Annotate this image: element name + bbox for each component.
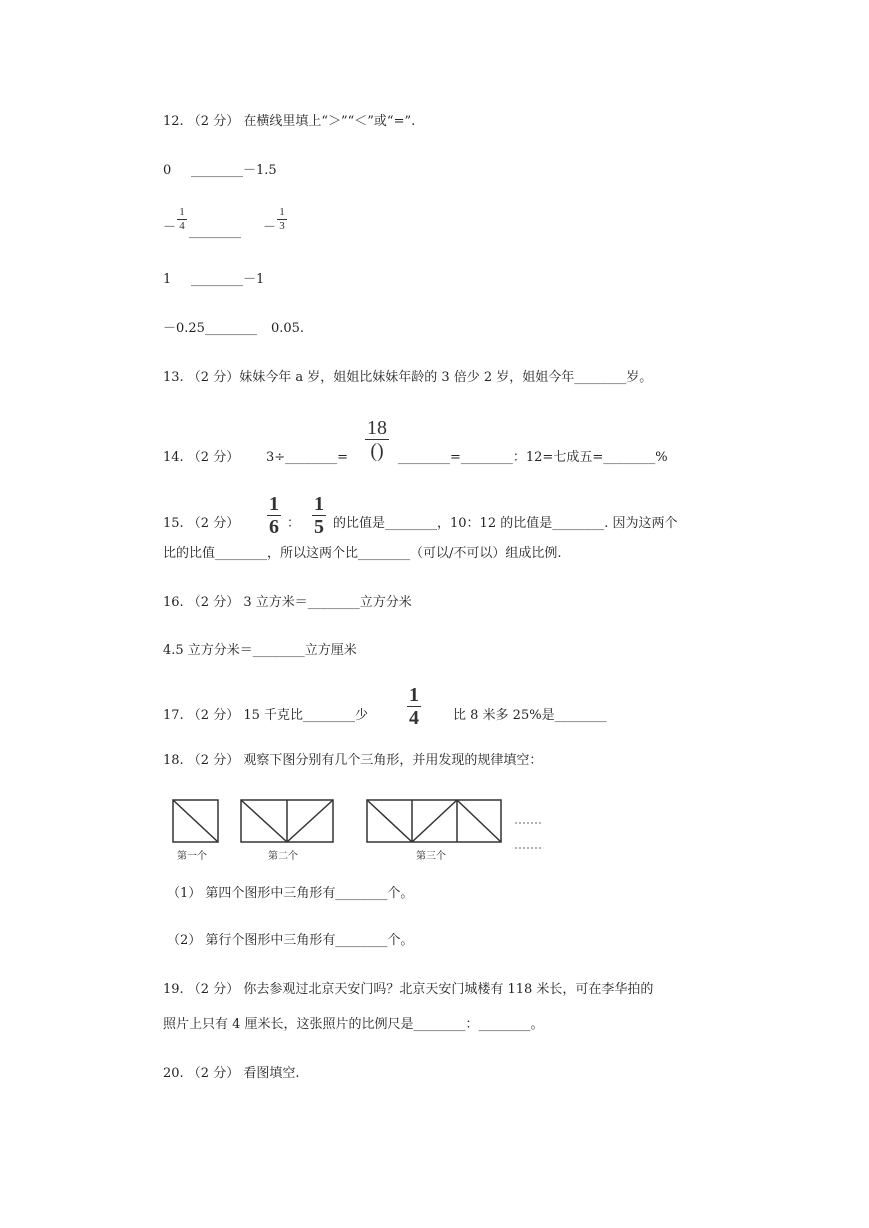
- q12-row4: [163, 321, 304, 337]
- q12-row1-left: 0: [163, 163, 172, 178]
- q12-row3-left: 1: [163, 272, 172, 287]
- q12-row1-blank[interactable]: ________: [191, 163, 243, 178]
- q16-line2: 4.5 立方分米＝________立方厘米: [163, 643, 357, 658]
- q15-frac2: 1 5: [314, 493, 324, 538]
- q18-sub2: （2） 第行个图形中三角形有________个。: [167, 933, 414, 948]
- q14-part1: 3÷________=: [266, 450, 349, 465]
- fig1-diagonal: [173, 800, 218, 842]
- q12-row2-blank[interactable]: ________: [189, 224, 241, 239]
- q12-row3: [163, 272, 264, 288]
- q13-text: 13. （2 分）妹妹今年 a 岁，姐姐比妹妹年龄的 3 倍少 2 岁，姐姐今年________岁。: [163, 370, 653, 385]
- fig3-diagonal-3: [457, 800, 501, 842]
- q12-title: 12. （2 分） 在横线里填上“＞”“＜”或“=”.: [163, 114, 416, 129]
- q19-line1: 19. （2 分） 你去参观过北京天安门吗？北京天安门城楼有 118 米长，可在李华拍的: [163, 982, 654, 997]
- q15-lead: 15. （2 分）: [163, 516, 240, 531]
- fig3-caption: 第三个: [416, 851, 446, 862]
- fig2-caption: 第二个: [268, 851, 298, 862]
- fig2-diagonal-2: [287, 800, 333, 842]
- q15-colon: ：: [287, 516, 301, 531]
- fig3-diagonal-2: [412, 800, 457, 842]
- q17-rest: 比 8 米多 25%是________: [453, 708, 607, 723]
- q18-title: 18. （2 分） 观察下图分别有几个三角形，并用发现的规律填空：: [163, 753, 543, 768]
- q12-row1: [163, 163, 277, 179]
- q17-frac: 1 4: [409, 684, 419, 729]
- q12-row4-left: －0.25: [163, 321, 205, 336]
- q12-row2-sign-left: －: [163, 220, 177, 235]
- q16-line1: 16. （2 分） 3 立方米＝________立方分米: [163, 595, 412, 610]
- q19-line2: 照片上只有 4 厘米长，这张照片的比例尺是________：________。: [163, 1017, 544, 1032]
- fig3-diagonal-1: [367, 800, 412, 842]
- q15-line2: 比的比值________，所以这两个比________（可以/不可以）组成比例.: [163, 546, 562, 561]
- q12-row2-frac-left: 1 4: [177, 207, 187, 232]
- q14-frac: 18 (): [367, 417, 387, 462]
- q12-row4-blank[interactable]: ________: [204, 321, 257, 336]
- q12-row3-right: －1: [243, 272, 265, 287]
- q15-frac1: 1 6: [269, 493, 279, 538]
- q14-part2: ________=________：12=七成五=________%: [398, 450, 668, 465]
- q12-row3-blank[interactable]: ________: [191, 272, 243, 287]
- q20-text: 20. （2 分） 看图填空.: [163, 1066, 300, 1081]
- q15-line1-rest: 的比值是________，10：12 的比值是________. 因为这两个: [333, 516, 678, 531]
- q18-sub1: （1） 第四个图形中三角形有________个。: [167, 886, 414, 901]
- q18-figure: [165, 790, 550, 850]
- q12-row2-sign-right: －: [263, 220, 277, 235]
- q12-row4-right: 0.05.: [270, 321, 305, 336]
- q17-lead: 17. （2 分） 15 千克比________少: [163, 708, 369, 723]
- q14-lead: 14. （2 分）: [163, 450, 240, 465]
- fig2-diagonal-1: [241, 800, 287, 842]
- q12-row1-right: －1.5: [243, 163, 277, 178]
- fig1-caption: 第一个: [177, 851, 207, 862]
- q12-row2-frac-right: 1 3: [277, 207, 287, 232]
